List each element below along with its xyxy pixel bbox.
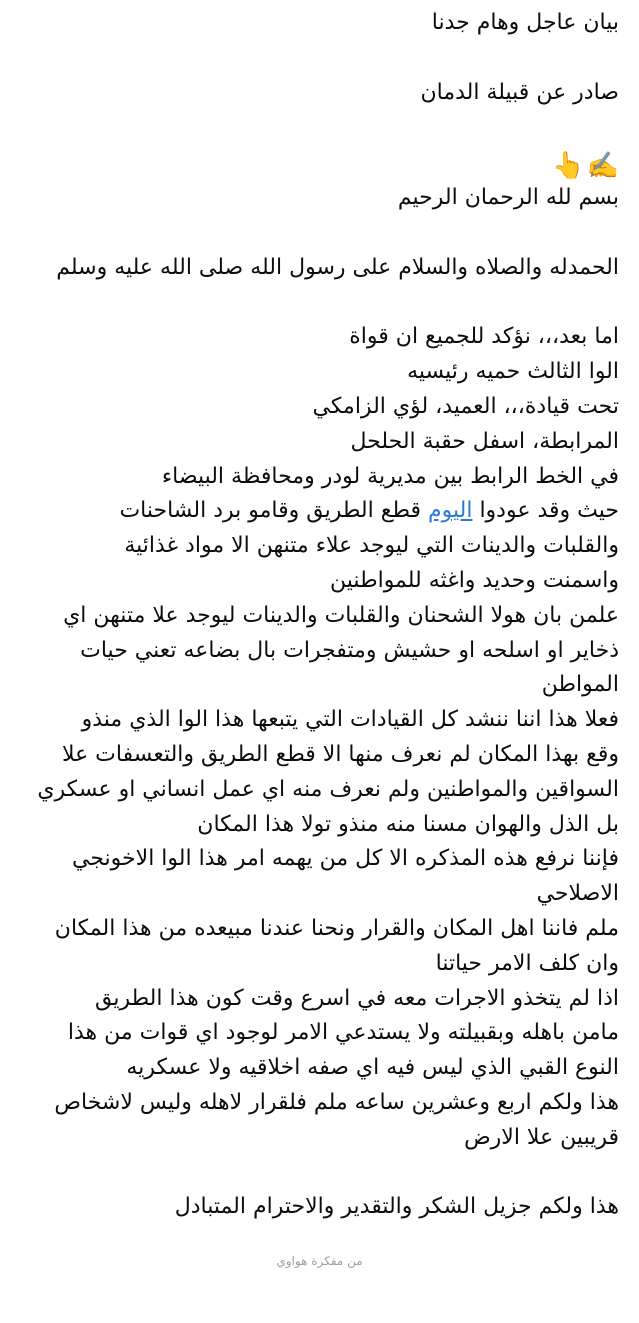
body-line: السواقين والمواطنين ولم نعرف منه اي عمل انساني او عسكري — [37, 776, 619, 802]
closing-line: هذا ولكم جزيل الشكر والتقدير والاحترام المتبادل — [174, 1194, 619, 1220]
statement-title: بيان عاجل وهام جدنا — [431, 10, 619, 35]
body-line: فإننا نرفع هذه المذكره الا كل من يهمه امر هذا الوا الاخونجي — [72, 846, 619, 872]
writing-hand-icon: ✍️ — [586, 151, 619, 182]
body-line: مامن باهله وبقبيلته ولا يستدعي الامر لوجود اي قوات من هذا — [67, 1020, 619, 1046]
link-line-after: قطع الطريق وقامو برد الشاحنات — [119, 498, 428, 524]
body-line: المرابطة، اسفل حقبة الحلحل — [350, 428, 619, 454]
body-line: المواطن — [541, 672, 619, 698]
body-line: اما بعد،،، نؤكد للجميع ان قواة — [349, 324, 619, 350]
body-line: قريبين علا الارض — [464, 1124, 619, 1150]
body-line: ملم فاننا اهل المكان والقرار ونحنا عندنا مبيعده من هذا المكان — [54, 915, 619, 941]
link-line-before: حيث وقد عودوا — [472, 498, 619, 524]
opening-line: الحمدله والصلاه والسلام على رسول الله صلى الله عليه وسلم — [56, 254, 619, 280]
spacer — [14, 216, 619, 251]
body-line: هذا ولكم اربع وعشرين ساعه ملم فلقرار لاهله وليس لاشخاص — [54, 1089, 619, 1115]
statement-issuer: صادر عن قبيلة الدمان — [420, 79, 619, 105]
body-line: الوا الثالث حميه رئيسيه — [407, 359, 619, 385]
source-note: من مفكرة هواوي — [276, 1254, 363, 1268]
spacer — [14, 286, 619, 321]
body-line: والقلبات والدينات التي ليوجد علاء متنهن الا مواد غذائية — [124, 533, 619, 559]
body-line: في الخط الرابط بين مديرية لودر ومحافظة البيضاء — [161, 463, 619, 489]
spacer — [14, 110, 619, 145]
body-line-with-link — [14, 494, 619, 529]
body-line: واسمنت وحديد واغثه للمواطنين — [330, 567, 619, 593]
body-line: اذا لم يتخذو الاجرات معه في اسرع وقت كون هذا الطريق — [95, 985, 619, 1011]
body-line: تحت قيادة،،، العميد، لؤي الزامكي — [312, 393, 619, 419]
emoji-row — [14, 145, 619, 181]
body-line: بل الذل والهوان مسنا منه منذو تولا هذا المكان — [197, 811, 619, 837]
pointing-up-icon: 👆 — [552, 151, 585, 182]
body-line: فعلا هذا اننا ننشد كل القيادات التي يتبعها هذا الوا الذي منذو — [81, 707, 619, 733]
spacer — [14, 1156, 619, 1191]
basmala-line: بسم لله الرحمان الرحيم — [397, 185, 619, 211]
body-line: الاصلاحي — [536, 881, 619, 907]
body-line: علمن بان هولا الشحنان والقلبات والدينات ليوجد علا متنهن اي — [63, 602, 619, 628]
body-line: وان كلف الامر حياتنا — [435, 950, 619, 976]
body-line: وقع بهذا المكان لم نعرف منها الا قطع الطريق والتعسفات علا — [61, 741, 619, 767]
date-link[interactable]: اليوم — [428, 498, 473, 524]
body-line: النوع القبي الذي ليس فيه اي صفه اخلاقيه ولا عسكريه — [126, 1055, 619, 1081]
body-line: ذخاير او اسلحه او حشيش ومتفجرات بال بضاعه تعني حيات — [80, 637, 619, 663]
spacer — [14, 41, 619, 76]
